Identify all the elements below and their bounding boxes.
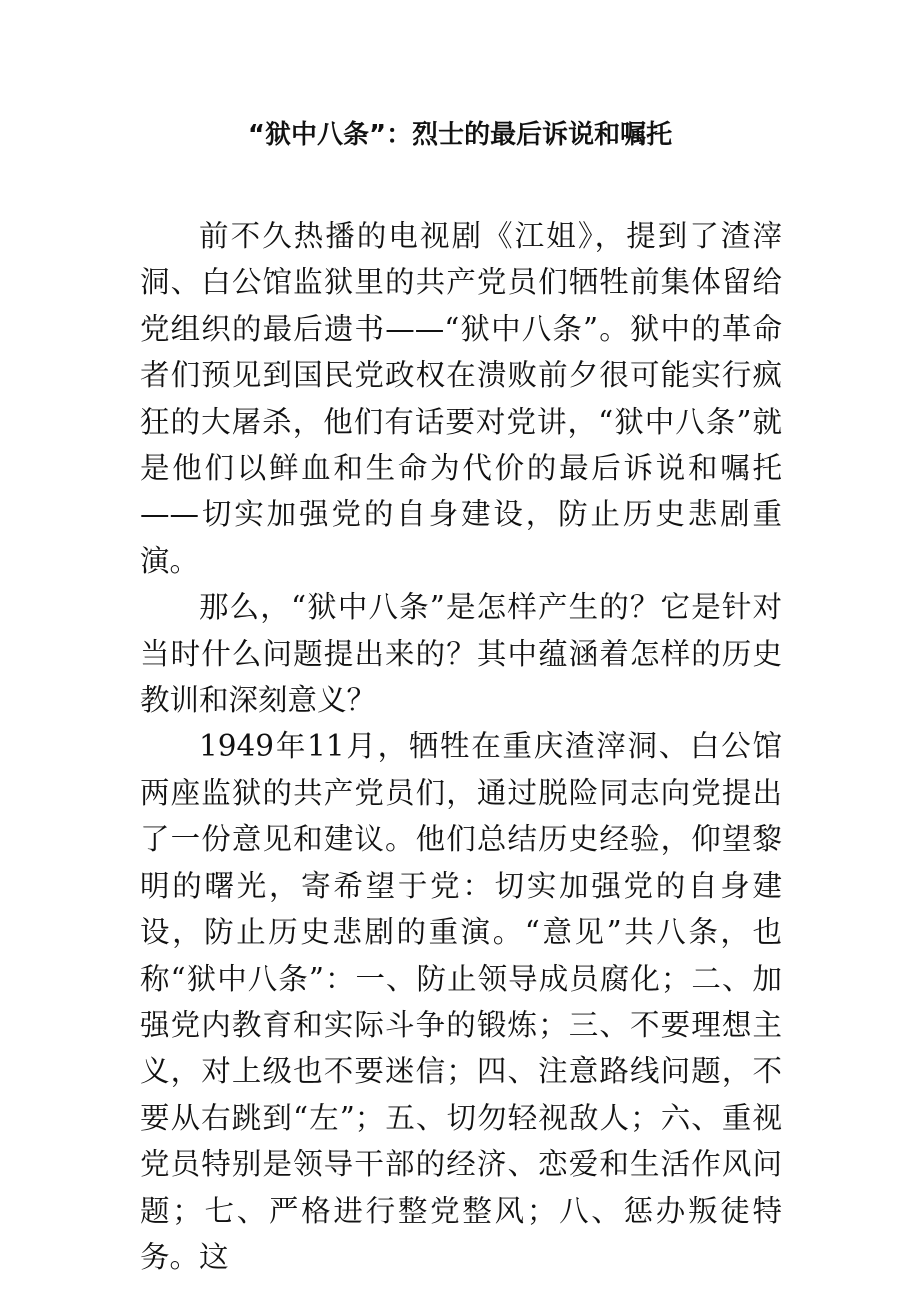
document-body [140,213,782,1280]
document-title: “狱中八条”：烈士的最后诉说和嘱托 [247,120,673,150]
paragraph-eight-articles: 1949年11月，牺牲在重庆渣滓洞、白公馆两座监狱的共产党员们，通过脱险同志向党提出了一份意见和建议。他们总结历史经验，仰望黎明的曙光，寄希望于党：切实加强党的自身建设，防止历史悲剧的重演。“意见”共八条，也称“狱中八条”：一、防止领导成员腐化；二、加强党内教育和实际斗争的锻炼；三、不要理想主义，对上级也不要迷信；四、注意路线问题，不要从右跳到“左”；五、切勿轻视敌人；六、重视党员特别是领导干部的经济、恋爱和生活作风问题；七、严格进行整党整风；八、惩办叛徒特务。这 [140,729,782,1274]
paragraph-intro: 前不久热播的电视剧《江姐》，提到了渣滓洞、白公馆监狱里的共产党员们牺牲前集体留给党组织的最后遗书——“狱中八条”。狱中的革命者们预见到国民党政权在溃败前夕很可能实行疯狂的大屠杀，他们有话要对党讲，“狱中八条”就是他们以鲜血和生命为代价的最后诉说和嘱托——切实加强党的自身建设，防止历史悲剧重演。 [140,219,782,578]
paragraph-questions: 那么，“狱中八条”是怎样产生的？它是针对当时什么问题提出来的？其中蕴涵着怎样的历史教训和深刻意义？ [140,590,782,718]
